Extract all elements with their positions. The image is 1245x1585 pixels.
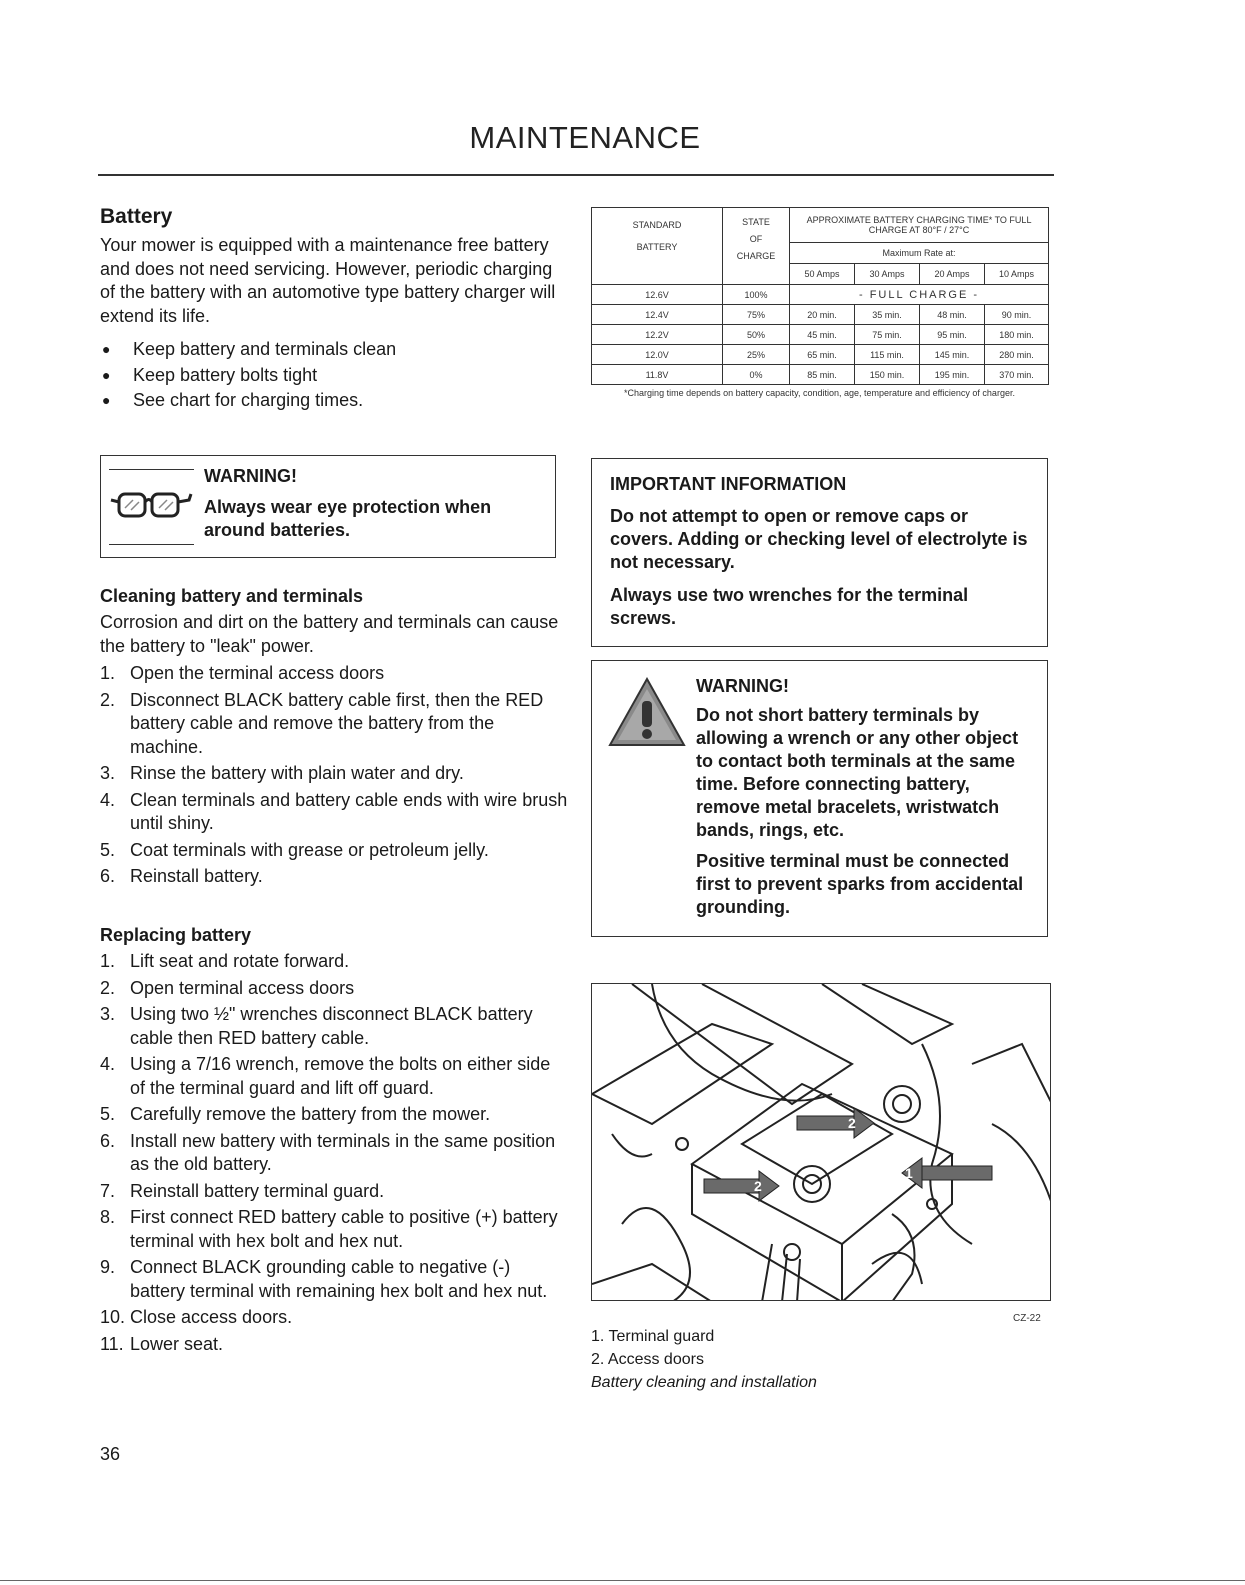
time-cell: 48 min. [920, 305, 985, 325]
step-text: Connect BLACK grounding cable to negative (-) battery terminal with remaining hex bolt and hex nut. [130, 1257, 548, 1301]
bullet-item [100, 364, 570, 388]
step-text: First connect RED battery cable to positive (+) battery terminal with hex bolt and hex nut. [130, 1207, 558, 1251]
bullet-icon: ● [102, 392, 111, 408]
cleaning-heading: Cleaning battery and terminals [100, 586, 364, 606]
callout-label-2-upper: 2 [848, 1115, 856, 1131]
callout-label-1: 1 [905, 1165, 913, 1181]
step-item [100, 762, 570, 786]
step-item [100, 662, 570, 686]
col-header-state: STATE OF CHARGE [723, 208, 790, 285]
step-text: Using two ½" wrenches disconnect BLACK battery cable then RED battery cable. [130, 1004, 533, 1048]
caption-terminal-guard: 1. Terminal guard [591, 1328, 715, 1345]
goggles-icon [109, 470, 194, 544]
step-item [100, 789, 570, 836]
page-number: 36 [100, 1444, 121, 1464]
goggles-icon-frame [109, 469, 194, 545]
step-number: 5. [100, 839, 116, 860]
step-number: 2. [100, 977, 116, 998]
bullet-item [100, 338, 570, 362]
step-item [100, 1206, 570, 1253]
full-charge-cell: - FULL CHARGE - [790, 285, 1049, 305]
table-row [592, 345, 1049, 365]
step-number: 1. [100, 951, 116, 971]
step-text: Install new battery with terminals in the same position as the old battery. [130, 1130, 556, 1174]
battery-installation-figure [591, 983, 1051, 1301]
time-cell: 35 min. [855, 305, 920, 325]
rate-header: Maximum Rate at: [790, 243, 1049, 264]
group-header: APPROXIMATE BATTERY CHARGING TIME* TO FULL CHARGE AT 80°F / 27°C [790, 208, 1049, 243]
voltage-cell: 12.6V [592, 285, 723, 305]
bottom-divider [0, 1580, 1245, 1581]
step-number: 11. [100, 1333, 124, 1354]
step-item [100, 1306, 570, 1330]
figure-title: Battery cleaning and installation [591, 1374, 817, 1391]
bullet-item [100, 389, 570, 413]
cleaning-section [100, 586, 570, 892]
important-info-box [591, 458, 1048, 647]
rate-cell: 50 Amps [790, 264, 855, 285]
step-text: Reinstall battery terminal guard. [130, 1180, 385, 1201]
col-header-battery: STANDARD BATTERY [592, 208, 723, 285]
step-text: Rinse the battery with plain water and dry. [130, 763, 464, 783]
rate-cell: 10 Amps [985, 264, 1049, 285]
warning-text: Always wear eye protection when around batteries. [204, 497, 492, 540]
step-text: Close access doors. [130, 1307, 293, 1327]
step-item [100, 950, 570, 974]
table-row [592, 365, 1049, 385]
step-number: 8. [100, 1207, 116, 1227]
warning-triangle-icon [608, 677, 686, 747]
step-number: 2. [100, 689, 116, 710]
state-cell: 0% [723, 365, 790, 385]
time-cell: 280 min. [985, 345, 1049, 365]
step-text: Reinstall battery. [130, 866, 263, 886]
battery-heading: Battery [100, 205, 173, 228]
battery-intro: Your mower is equipped with a maintenance free battery and does not need servicing. However, periodic charging of the battery with an automotive type battery charger will extend its life. [100, 235, 556, 326]
short-circuit-warning [591, 660, 1048, 937]
step-text: Lower seat. [130, 1333, 224, 1354]
battery-illustration [592, 984, 1051, 1301]
table-row [592, 305, 1049, 325]
state-cell: 75% [723, 305, 790, 325]
bullet-icon: ● [102, 341, 111, 357]
step-text: Carefully remove the battery from the mower. [130, 1104, 491, 1124]
step-item [100, 865, 570, 889]
step-item [100, 977, 570, 1001]
step-item [100, 1053, 570, 1100]
step-text: Coat terminals with grease or petroleum jelly. [130, 839, 489, 860]
step-text: Using a 7/16 wrench, remove the bolts on either side of the terminal guard and lift off guard. [130, 1054, 551, 1098]
step-number: 4. [100, 789, 116, 810]
warning-title: WARNING! [696, 676, 789, 696]
table-row [592, 325, 1049, 345]
title-divider [98, 174, 1054, 176]
time-cell: 180 min. [985, 325, 1049, 345]
figure-captions [591, 1325, 817, 1394]
time-cell: 20 min. [790, 305, 855, 325]
step-item [100, 1256, 570, 1303]
step-number: 5. [100, 1104, 116, 1124]
battery-bullets [100, 338, 570, 413]
charge-rows [592, 285, 1049, 385]
bullet-text: See chart for charging times. [133, 390, 364, 410]
warning-text-1: Do not short battery terminals by allowing a wrench or any other object to contact both terminals at the same time. Before connecting battery, remove metal bracelets, wristwatch bands, rings, etc. [696, 705, 1019, 840]
figure-code: CZ-22 [1013, 1313, 1041, 1324]
bullet-icon: ● [102, 366, 111, 383]
step-number: 3. [100, 1004, 116, 1024]
cleaning-steps [100, 662, 570, 889]
battery-section [100, 205, 570, 415]
important-title: IMPORTANT INFORMATION [610, 474, 847, 494]
important-paragraph-2: Always use two wrenches for the terminal screws. [610, 585, 969, 628]
step-text: Clean terminals and battery cable ends with wire brush until shiny. [130, 789, 568, 833]
table-row [592, 285, 1049, 305]
voltage-cell: 11.8V [592, 365, 723, 385]
charging-table [591, 207, 1049, 385]
step-item [100, 1180, 570, 1204]
time-cell: 85 min. [790, 365, 855, 385]
step-text: Lift seat and rotate forward. [130, 951, 350, 971]
step-number: 6. [100, 1130, 116, 1151]
voltage-cell: 12.2V [592, 325, 723, 345]
charging-chart [591, 207, 1048, 398]
time-cell: 145 min. [920, 345, 985, 365]
step-number: 6. [100, 866, 116, 886]
step-text: Disconnect BLACK battery cable first, then the RED battery cable and remove the battery from the machine. [130, 689, 544, 757]
step-number: 7. [100, 1180, 116, 1201]
step-item [100, 1130, 570, 1177]
step-number: 3. [100, 763, 116, 783]
state-cell: 50% [723, 325, 790, 345]
step-number: 1. [100, 663, 116, 683]
replacing-steps [100, 950, 570, 1356]
step-text: Open the terminal access doors [130, 663, 385, 683]
step-item [100, 1103, 570, 1127]
warning-title: WARNING! [204, 466, 297, 486]
callout-label-2-lower: 2 [754, 1178, 762, 1194]
important-paragraph-1: Do not attempt to open or remove caps or covers. Adding or checking level of electrolyte is not necessary. [610, 506, 1028, 572]
step-text: Open terminal access doors [130, 977, 355, 998]
state-cell: 100% [723, 285, 790, 305]
time-cell: 195 min. [920, 365, 985, 385]
step-number: 9. [100, 1257, 116, 1277]
step-item [100, 839, 570, 863]
time-cell: 115 min. [855, 345, 920, 365]
rate-cell: 30 Amps [855, 264, 920, 285]
chart-footnote: *Charging time depends on battery capacity, condition, age, temperature and efficiency of charger. [624, 388, 1015, 398]
time-cell: 45 min. [790, 325, 855, 345]
step-item [100, 1333, 570, 1357]
page-title: MAINTENANCE [469, 120, 701, 155]
time-cell: 150 min. [855, 365, 920, 385]
time-cell: 370 min. [985, 365, 1049, 385]
eye-protection-warning [100, 455, 556, 558]
voltage-cell: 12.4V [592, 305, 723, 325]
bullet-text: Keep battery bolts tight [133, 364, 318, 385]
replacing-heading: Replacing battery [100, 925, 252, 945]
step-item [100, 689, 570, 760]
warning-text-2: Positive terminal must be connected first to prevent sparks from accidental grounding. [696, 851, 1024, 917]
rate-cell: 20 Amps [920, 264, 985, 285]
caption-access-doors: 2. Access doors [591, 1351, 704, 1368]
time-cell: 65 min. [790, 345, 855, 365]
step-number: 4. [100, 1054, 116, 1074]
cleaning-intro: Corrosion and dirt on the battery and terminals can cause the battery to "leak" power. [100, 612, 559, 656]
replacing-section [100, 925, 570, 1359]
callout-arrow-1 [902, 1158, 992, 1188]
time-cell: 75 min. [855, 325, 920, 345]
time-cell: 90 min. [985, 305, 1049, 325]
step-item [100, 1003, 570, 1050]
time-cell: 95 min. [920, 325, 985, 345]
bullet-text: Keep battery and terminals clean [133, 339, 397, 359]
state-cell: 25% [723, 345, 790, 365]
voltage-cell: 12.0V [592, 345, 723, 365]
step-number: 10. [100, 1307, 126, 1327]
